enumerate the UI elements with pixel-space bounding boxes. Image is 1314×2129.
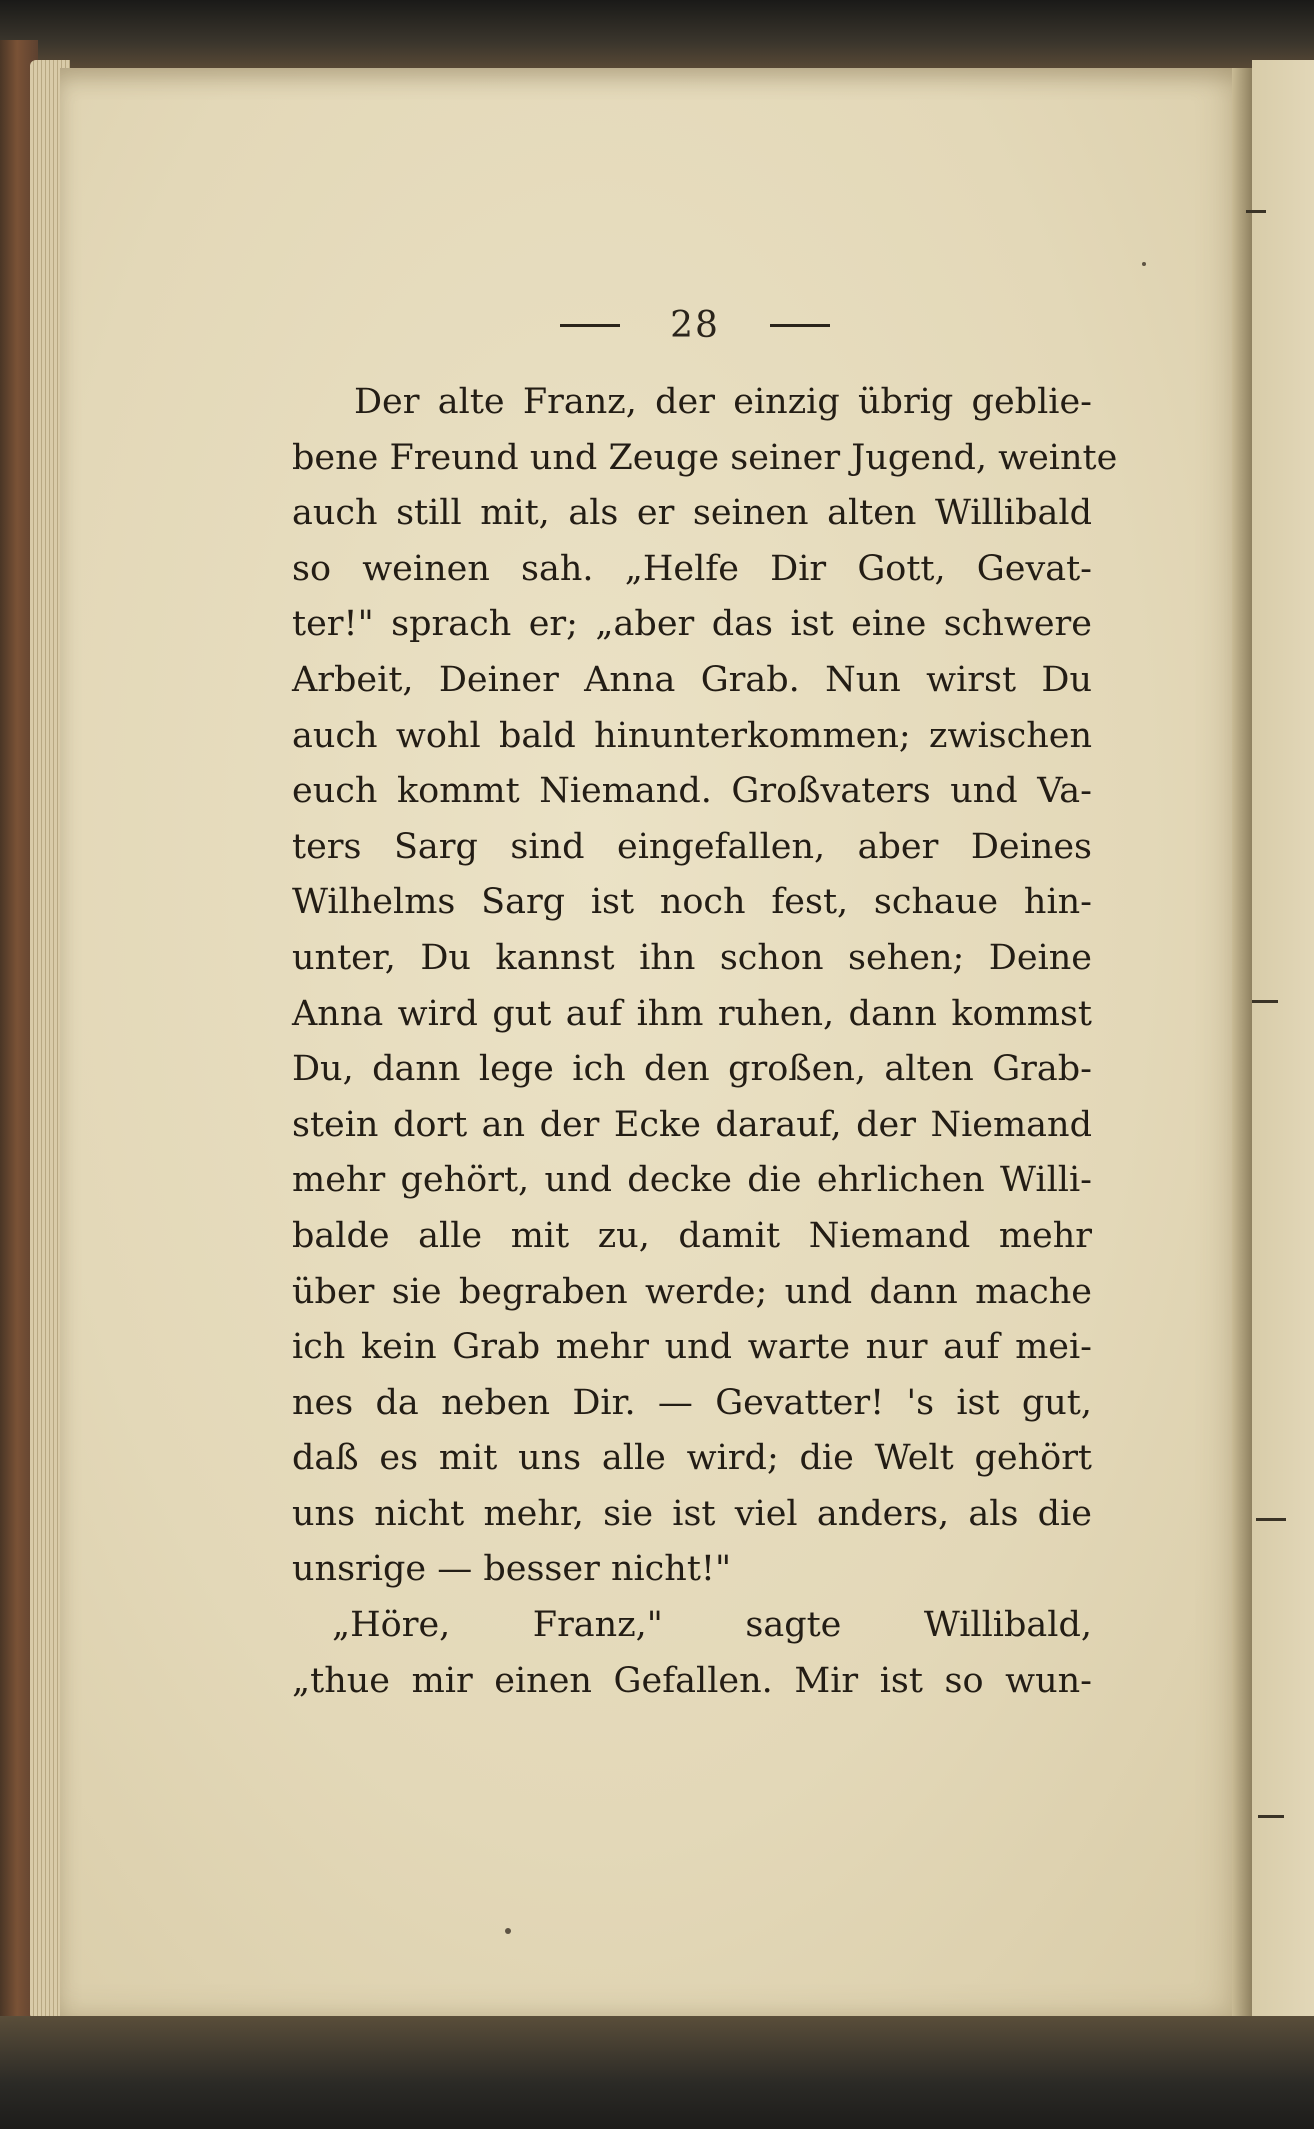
- text-line: ter!" sprach er; „aber das ist eine schwere: [292, 604, 1092, 645]
- text-line: daß es mit uns alle wird; die Welt gehört: [292, 1438, 1092, 1479]
- text-line: stein dort an der Ecke darauf, der Niemand: [292, 1104, 1092, 1145]
- text-line: bene Freund und Zeuge seiner Jugend, weinte: [292, 437, 1118, 478]
- paper-speck: [505, 1928, 511, 1934]
- book-bottom-edge: [0, 2016, 1314, 2129]
- text-line: mehr gehört, und decke die ehrlichen Willi-: [292, 1160, 1092, 1201]
- page-number: 28: [670, 304, 720, 346]
- text-line: unsrige — besser nicht!": [292, 1549, 732, 1590]
- text-line: balde alle mit zu, damit Niemand mehr: [292, 1215, 1092, 1256]
- text-line: „Höre, Franz," sagte Willibald,: [332, 1605, 1092, 1646]
- facing-page-mark: [1256, 1518, 1286, 1521]
- header-dash-right: [770, 324, 830, 327]
- page-body-text: [292, 375, 1118, 1709]
- text-line: ich kein Grab mehr und warte nur auf mei-: [292, 1327, 1092, 1368]
- text-line: euch kommt Niemand. Großvaters und Va-: [292, 771, 1092, 812]
- facing-page-mark: [1258, 1815, 1284, 1818]
- page-header: [560, 300, 830, 350]
- text-line: Wilhelms Sarg ist noch fest, schaue hin-: [292, 882, 1092, 923]
- text-line: ters Sarg sind eingefallen, aber Deines: [292, 826, 1092, 867]
- text-line: nes da neben Dir. — Gevatter! 's ist gut,: [292, 1382, 1092, 1423]
- facing-page-sliver: [1252, 60, 1314, 2040]
- paper-speck: [1142, 262, 1146, 266]
- text-line: Du, dann lege ich den großen, alten Grab-: [292, 1049, 1092, 1090]
- text-line: „thue mir einen Gefallen. Mir ist so wun-: [292, 1660, 1092, 1701]
- text-line: uns nicht mehr, sie ist viel anders, als die: [292, 1493, 1092, 1534]
- text-line: Arbeit, Deiner Anna Grab. Nun wirst Du: [292, 659, 1092, 700]
- text-line: so weinen sah. „Helfe Dir Gott, Gevat-: [292, 548, 1092, 589]
- text-line: Anna wird gut auf ihm ruhen, dann kommst: [292, 993, 1092, 1034]
- text-line: Der alte Franz, der einzig übrig geblie-: [354, 382, 1092, 422]
- book-top-edge: [0, 0, 1314, 70]
- text-line: auch still mit, als er seinen alten Willibald: [292, 493, 1092, 534]
- text-line: unter, Du kannst ihn schon sehen; Deine: [292, 937, 1092, 978]
- facing-page-mark: [1252, 1000, 1278, 1003]
- text-line: über sie begraben werde; und dann mache: [292, 1271, 1092, 1312]
- text-line: auch wohl bald hinunterkommen; zwischen: [292, 715, 1092, 756]
- header-dash-left: [560, 324, 620, 327]
- page-gutter: [1232, 68, 1252, 2028]
- facing-page-mark: [1246, 210, 1266, 213]
